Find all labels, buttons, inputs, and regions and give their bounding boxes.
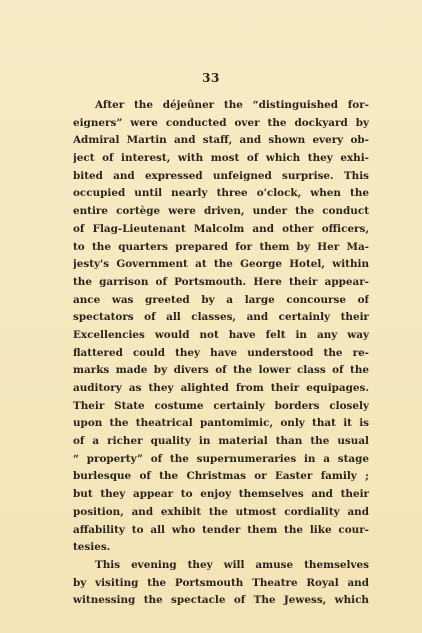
text-line: After the déjeûner the “distinguished for- xyxy=(95,99,369,111)
text-line: Excellencies would not have felt in any way xyxy=(73,328,369,341)
text-line: of Flag-Lieutenant Malcolm and other officers, xyxy=(73,222,369,235)
text-line: Admiral Martin and staff, and shown every ob- xyxy=(73,134,369,147)
text-line: This evening they will amuse themselves xyxy=(95,558,369,571)
text-line: burlesque of the Christmas or Easter family ; xyxy=(73,470,369,483)
text-line: marks made by divers of the lower class of the xyxy=(73,364,369,377)
text-line: entire cortège were driven, under the conduct xyxy=(73,205,369,218)
text-line: tesies. xyxy=(73,541,111,554)
text-line: Their State costume certainly borders closely xyxy=(73,399,369,412)
text-line: but they appear to enjoy themselves and their xyxy=(73,488,369,501)
text-line: occupied until nearly three o'clock, when the xyxy=(73,187,369,200)
text-line: “ property” of the supernumeraries in a stage xyxy=(73,452,369,465)
text-line: jesty's Government at the George Hotel, within xyxy=(73,258,369,271)
text-line: to the quarters prepared for them by Her Ma- xyxy=(73,240,369,253)
text-line: auditory as they alighted from their equipages. xyxy=(73,382,369,394)
text-line: spectators of all classes, and certainly their xyxy=(73,311,369,324)
text-line: by visiting the Portsmouth Theatre Royal and xyxy=(73,576,369,589)
body-text xyxy=(73,97,369,610)
page-number: 33 xyxy=(202,71,220,85)
text-line: witnessing the spectacle of The Jewess, which xyxy=(73,594,369,607)
text-line: ance was greeted by a large concourse of xyxy=(73,293,369,306)
text-line: affability to all who tender them the like cour- xyxy=(73,523,369,536)
text-line: of a richer quality in material than the usual xyxy=(73,435,369,448)
text-line: flattered could they have understood the re- xyxy=(73,346,369,359)
text-line: upon the theatrical pantomimic, only that it is xyxy=(73,417,369,430)
text-line: bited and expressed unfeigned surprise. This xyxy=(73,169,369,182)
text-line: position, and exhibit the utmost cordiality and xyxy=(73,505,369,518)
text-line: eigners” were conducted over the dockyard by xyxy=(73,116,369,129)
text-line: ject of interest, with most of which they exhi- xyxy=(73,152,369,165)
text-line: the garrison of Portsmouth. Here their appear- xyxy=(73,275,369,288)
